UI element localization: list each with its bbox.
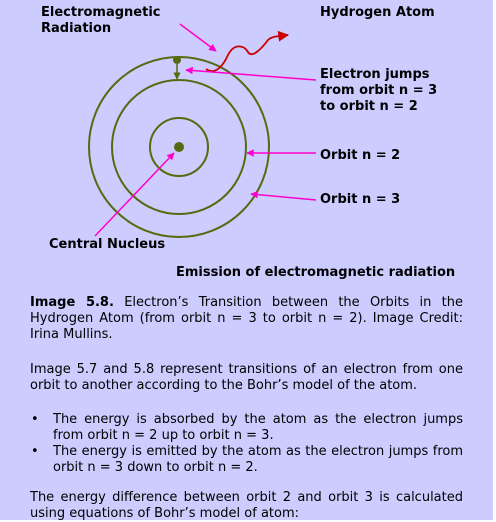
label-radiation (41, 5, 161, 37)
nucleus-pointer-arrow (95, 153, 174, 236)
label-orbit-n3: Orbit n = 3 (320, 192, 401, 207)
orbit3-pointer-arrow (251, 194, 316, 200)
label-jump-line2: from orbit n = 3 (320, 83, 438, 98)
list-item (30, 412, 463, 444)
image-caption (30, 295, 463, 343)
bullet-icon: • (31, 444, 39, 459)
bullet-text: The energy is emitted by the atom as the electron jumps from orbit n = 3 down to orbit n = 2. (53, 444, 463, 475)
diagram-title: Hydrogen Atom (320, 5, 435, 20)
paragraph-intro: Image 5.7 and 5.8 represent transitions of an electron from one orbit to another according to the Bohr’s model of the atom. (30, 362, 463, 393)
label-jump-line3: to orbit n = 2 (320, 99, 418, 114)
central-nucleus (174, 142, 184, 152)
label-jump-line1: Electron jumps (320, 67, 430, 82)
bullet-list (30, 412, 463, 476)
caption-text: Electron’s Transition between the Orbits in the Hydrogen Atom (from orbit n = 3 to orbit n = 2). Image Credit: Irina Mullins. (30, 295, 463, 342)
label-electron-jump (320, 67, 437, 115)
radiation-pointer-arrow (180, 24, 216, 51)
caption-label: Image 5.8. (30, 295, 114, 310)
bullet-text: The energy is absorbed by the atom as the electron jumps from orbit n = 2 up to orbit n = 3. (53, 412, 463, 443)
label-orbit-n2: Orbit n = 2 (320, 148, 401, 163)
diagram-subtitle: Emission of electromagnetic radiation (176, 265, 456, 280)
jump-pointer-arrow (186, 70, 316, 80)
label-radiation-line2: Radiation (41, 21, 112, 36)
label-radiation-line1: Electromagnetic (41, 5, 161, 20)
label-central-nucleus: Central Nucleus (49, 237, 166, 252)
list-item (30, 444, 463, 476)
bullet-icon: • (31, 412, 39, 427)
paragraph-energy: The energy difference between orbit 2 and orbit 3 is calculated using equations of Bohr’s model of atom: (30, 490, 463, 521)
electron (173, 56, 181, 64)
